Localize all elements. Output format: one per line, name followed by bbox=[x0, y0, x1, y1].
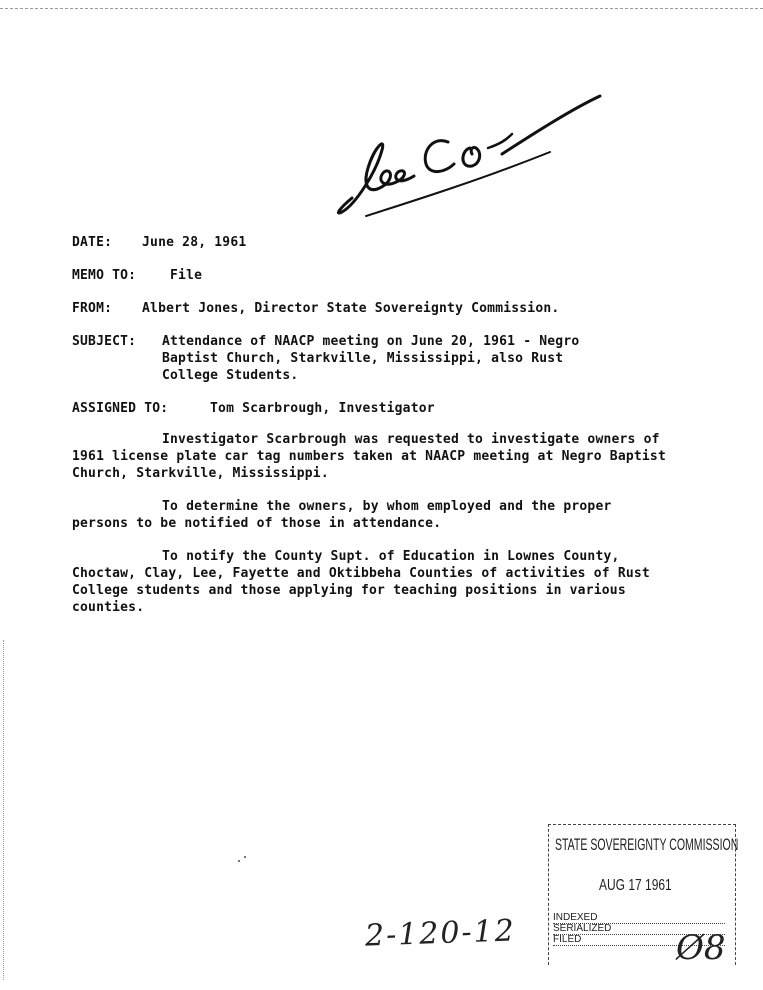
assigned-value: Tom Scarbrough, Investigator bbox=[210, 401, 435, 416]
stamp-date: AUG 17 1961 bbox=[599, 877, 672, 894]
stamp-title: STATE SOVEREIGNTY COMMISSION bbox=[555, 835, 739, 854]
file-number: 2-120-12 bbox=[364, 913, 517, 954]
stamp-filed: FILED bbox=[553, 935, 725, 946]
paragraph-2: To determine the owners, by whom employed and the proper persons to be notified of those in attendance. bbox=[72, 499, 612, 531]
memo-body bbox=[72, 234, 672, 632]
subject-value: Attendance of NAACP meeting on June 20, 1961 - Negro Baptist Church, Starkville, Mississippi, also Rust College Students. bbox=[162, 334, 580, 383]
memo-to-line bbox=[72, 267, 672, 284]
assigned-line bbox=[72, 400, 672, 417]
page-edge-top bbox=[0, 0, 763, 9]
from-value: Albert Jones, Director State Sovereignty Commission. bbox=[142, 301, 560, 316]
handwritten-signature bbox=[330, 88, 610, 238]
handwritten-mark: Ø8 bbox=[676, 928, 726, 968]
paragraph-3: To notify the County Supt. of Education in Lownes County, Choctaw, Clay, Lee, Fayette and Oktibbeha Counties of activities of Rust College students and those applying for teaching positions in various counties. bbox=[72, 549, 650, 615]
date-value: June 28, 1961 bbox=[142, 235, 247, 250]
date-label: DATE: bbox=[72, 235, 113, 250]
paper-speck bbox=[244, 856, 246, 858]
memo-to-value: File bbox=[170, 268, 203, 283]
paragraph-1: Investigator Scarbrough was requested to investigate owners of 1961 license plate car tag numbers taken at NAACP meeting at Negro Baptist Church, Starkville, Mississippi. bbox=[72, 432, 666, 481]
from-label: FROM: bbox=[72, 301, 113, 316]
from-line bbox=[72, 300, 672, 317]
date-line bbox=[72, 234, 672, 251]
memo-to-label: MEMO TO: bbox=[72, 268, 137, 283]
stamp-serialized: SERIALIZED bbox=[553, 924, 725, 935]
subject-label: SUBJECT: bbox=[72, 334, 137, 349]
subject-line bbox=[72, 333, 672, 384]
paper-speck bbox=[238, 860, 240, 862]
assigned-label: ASSIGNED TO: bbox=[72, 401, 169, 416]
stamp-indexed: INDEXED bbox=[553, 913, 725, 924]
page-edge-left bbox=[0, 640, 4, 980]
